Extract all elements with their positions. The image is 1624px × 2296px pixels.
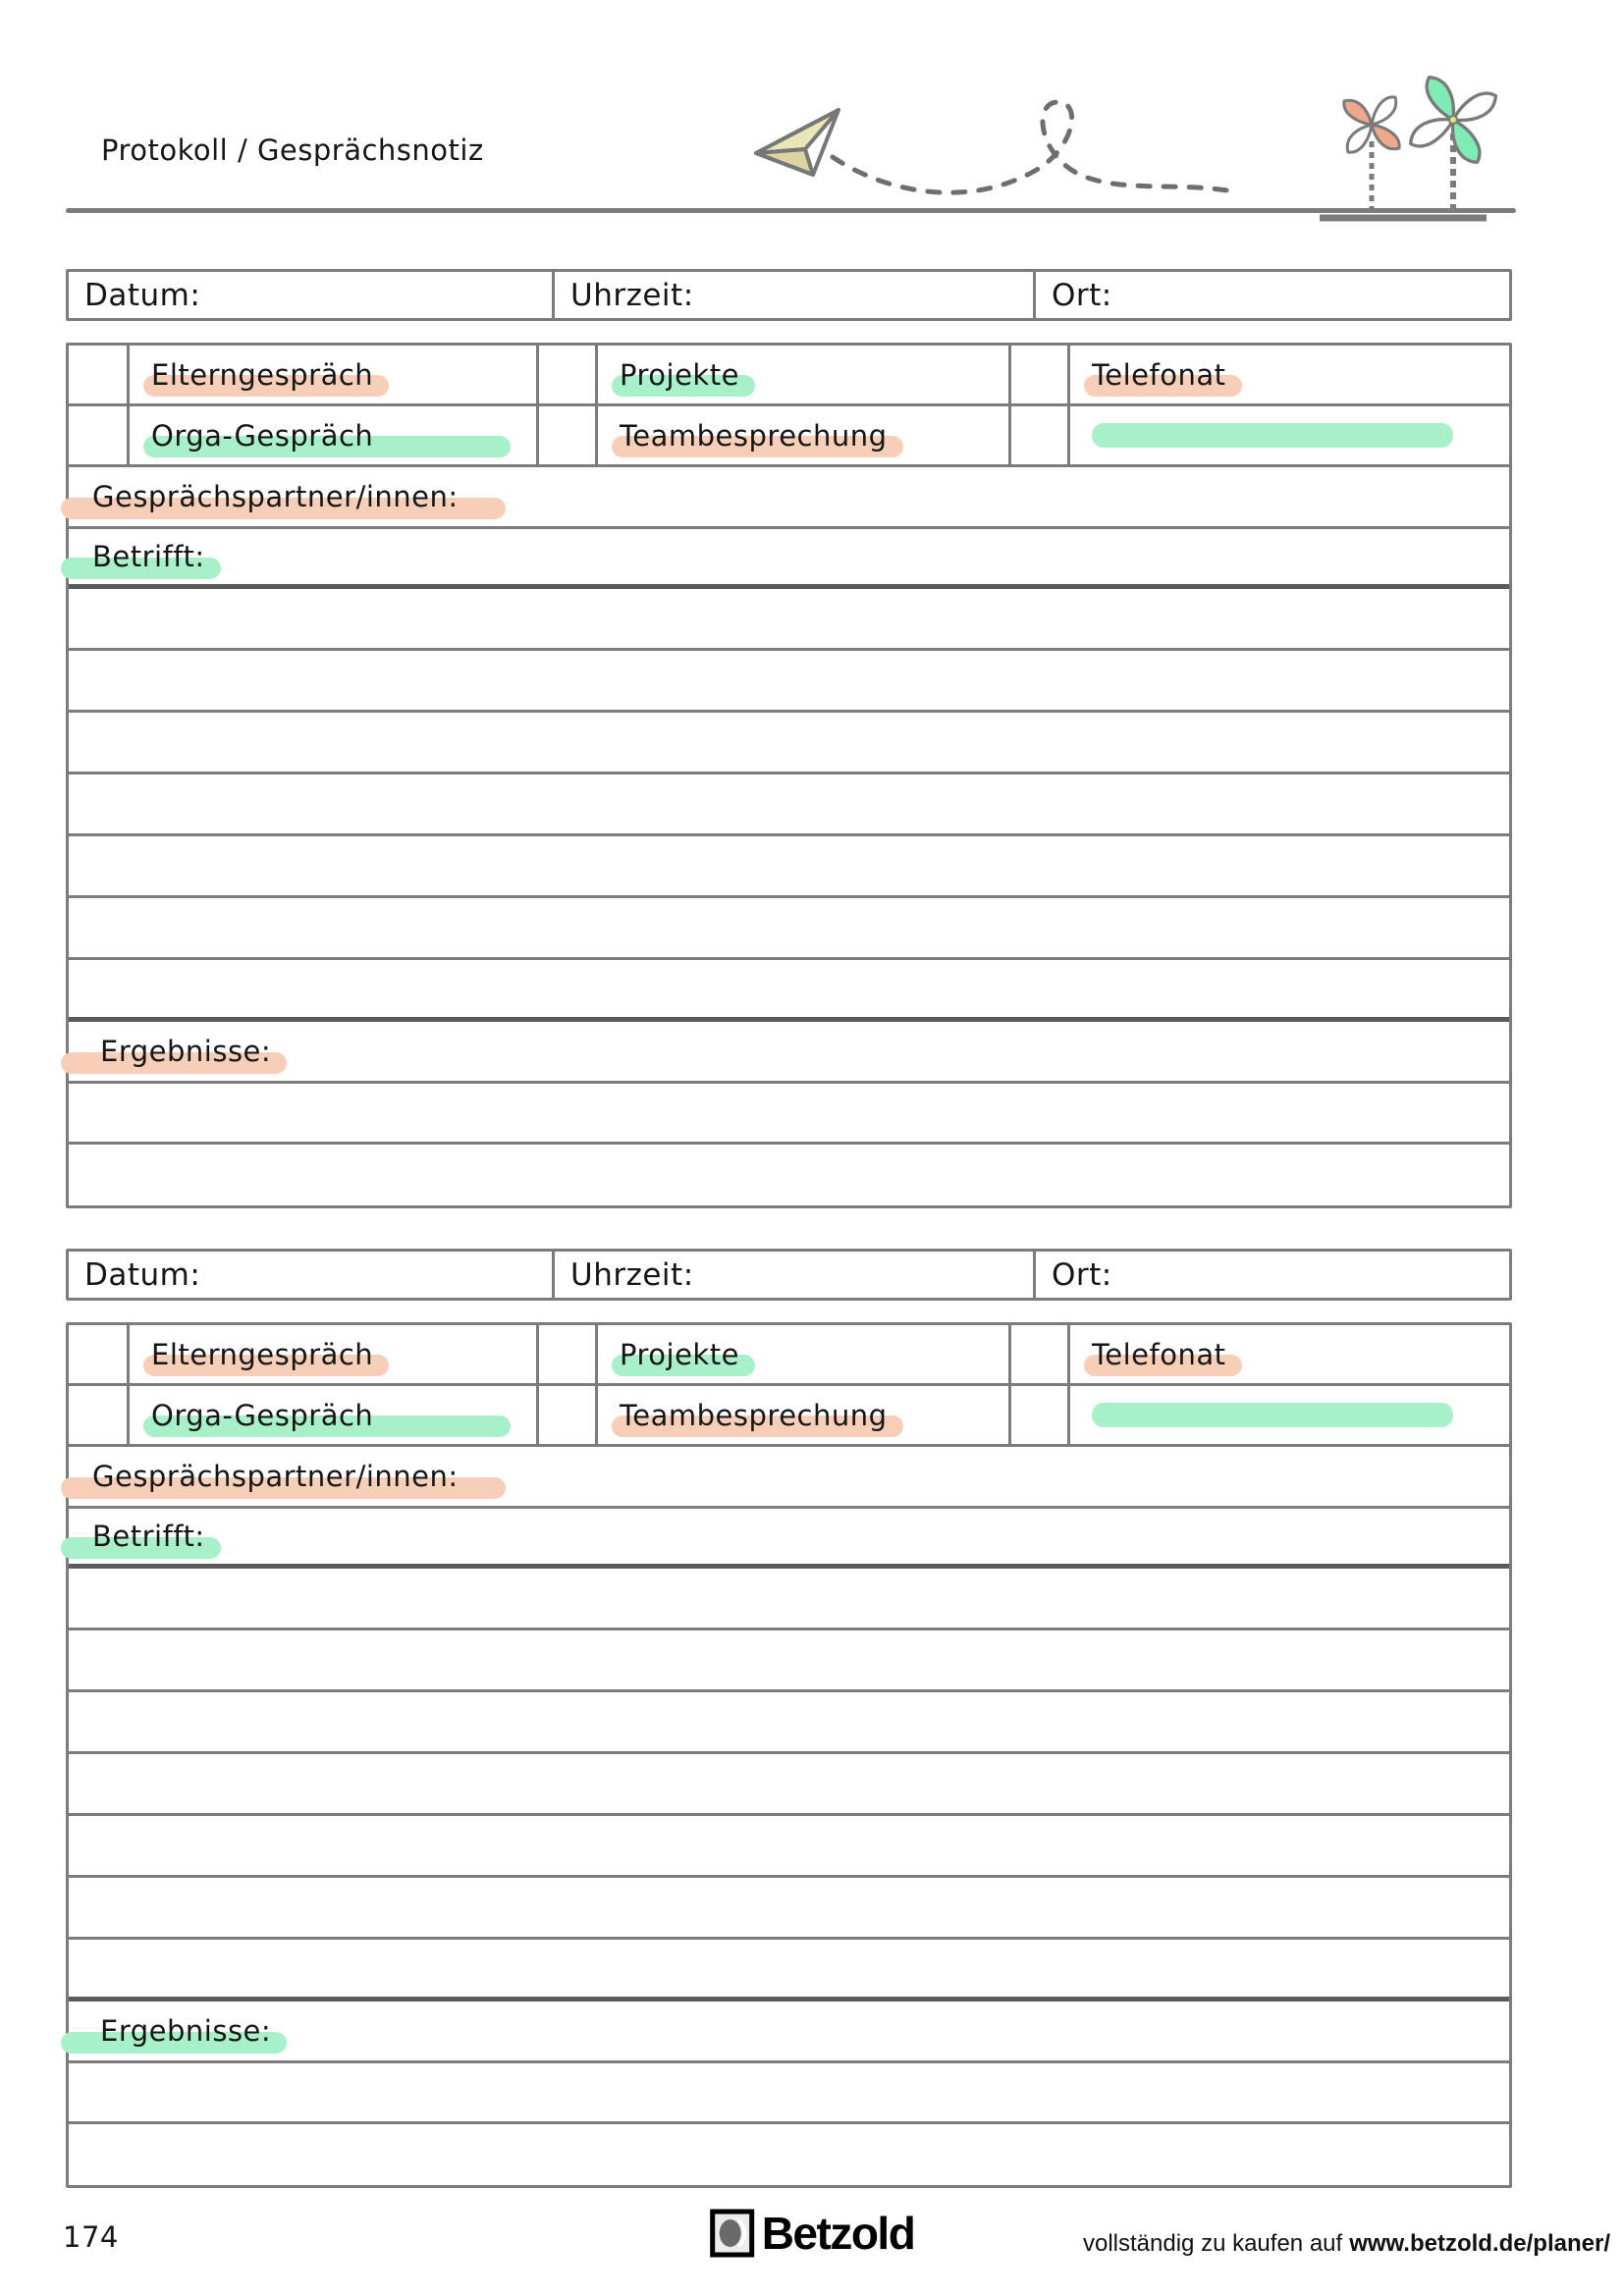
checkbox-custom-option[interactable] bbox=[1011, 406, 1070, 464]
subject-field[interactable] bbox=[69, 529, 1509, 589]
results-label: Ergebnisse: bbox=[69, 2014, 271, 2048]
partners-label: Gesprächspartner/innen: bbox=[69, 480, 459, 513]
footer-note-text: vollständig zu kaufen auf bbox=[1083, 2230, 1343, 2257]
note-line[interactable] bbox=[69, 898, 1509, 960]
time-label: Uhrzeit: bbox=[570, 1256, 694, 1293]
option-label-orga-gespraech: Orga-Gespräch bbox=[130, 406, 539, 464]
form-body bbox=[66, 1322, 1512, 2188]
time-field[interactable] bbox=[555, 1252, 1036, 1298]
option-label-elterngespraech: Elterngespräch bbox=[130, 1325, 539, 1383]
form-body bbox=[66, 343, 1512, 1208]
option-label-telefonat: Telefonat bbox=[1092, 357, 1226, 392]
pinwheel-icons bbox=[1316, 69, 1518, 230]
option-row-1 bbox=[69, 1325, 1509, 1386]
partners-label: Gesprächspartner/innen: bbox=[69, 1460, 459, 1493]
pinwheel-small-icon bbox=[1344, 97, 1399, 216]
note-line[interactable] bbox=[69, 960, 1509, 1022]
option-row-2 bbox=[69, 406, 1509, 467]
protocol-form-2 bbox=[66, 1249, 1512, 2188]
blank-highlight-bar bbox=[1092, 423, 1453, 448]
partners-field[interactable] bbox=[69, 467, 1509, 529]
results-line[interactable] bbox=[69, 2063, 1509, 2124]
results-field[interactable] bbox=[69, 1022, 1509, 1084]
blank-highlight-bar bbox=[1092, 1403, 1453, 1427]
checkbox-elterngespraech[interactable] bbox=[69, 346, 130, 403]
date-field[interactable] bbox=[69, 1252, 555, 1298]
time-label: Uhrzeit: bbox=[570, 277, 694, 313]
checkbox-elterngespraech[interactable] bbox=[69, 1325, 130, 1383]
note-line[interactable] bbox=[69, 774, 1509, 836]
results-label: Ergebnisse: bbox=[69, 1035, 271, 1068]
note-line[interactable] bbox=[69, 1754, 1509, 1816]
option-label-telefonat: Telefonat bbox=[1092, 1337, 1226, 1371]
checkbox-projekte[interactable] bbox=[539, 1325, 598, 1383]
pinwheel-large-icon bbox=[1405, 72, 1500, 216]
note-line[interactable] bbox=[69, 1878, 1509, 1940]
option-row-2 bbox=[69, 1386, 1509, 1447]
checkbox-orga-gespraech[interactable] bbox=[69, 406, 130, 464]
brand-name: Betzold bbox=[761, 2208, 915, 2259]
subject-label: Betrifft: bbox=[69, 1520, 205, 1553]
option-label-projekte: Projekte bbox=[598, 346, 1011, 403]
checkbox-telefonat[interactable] bbox=[1011, 1325, 1070, 1383]
note-line[interactable] bbox=[69, 589, 1509, 651]
custom-option-field[interactable] bbox=[1070, 1386, 1509, 1444]
results-line[interactable] bbox=[69, 2124, 1509, 2185]
partners-field[interactable] bbox=[69, 1447, 1509, 1509]
results-line[interactable] bbox=[69, 1145, 1509, 1205]
date-label: Datum: bbox=[84, 277, 201, 313]
option-label-projekte: Projekte bbox=[598, 1325, 1011, 1383]
footer-note bbox=[1083, 2230, 1610, 2258]
note-line[interactable] bbox=[69, 836, 1509, 898]
brand-logo bbox=[710, 2207, 915, 2260]
place-field[interactable] bbox=[1036, 1252, 1509, 1298]
footer-note-url: www.betzold.de/planer/ bbox=[1349, 2230, 1610, 2257]
subject-label: Betrifft: bbox=[69, 540, 205, 573]
option-label-teambesprechung: Teambesprechung bbox=[598, 406, 1011, 464]
protocol-form-1 bbox=[66, 269, 1512, 1208]
note-line[interactable] bbox=[69, 713, 1509, 774]
results-field[interactable] bbox=[69, 2002, 1509, 2063]
checkbox-projekte[interactable] bbox=[539, 346, 598, 403]
subject-field[interactable] bbox=[69, 1509, 1509, 1569]
place-label: Ort: bbox=[1052, 1256, 1112, 1293]
option-label-orga-gespraech: Orga-Gespräch bbox=[130, 1386, 539, 1444]
checkbox-teambesprechung[interactable] bbox=[539, 406, 598, 464]
note-line[interactable] bbox=[69, 1940, 1509, 2002]
note-line[interactable] bbox=[69, 1692, 1509, 1754]
checkbox-custom-option[interactable] bbox=[1011, 1386, 1070, 1444]
flight-path-doodle bbox=[823, 86, 1239, 236]
place-field[interactable] bbox=[1036, 272, 1509, 318]
page-title: Protokoll / Gesprächsnotiz bbox=[101, 133, 484, 167]
note-line[interactable] bbox=[69, 1569, 1509, 1630]
meta-row bbox=[66, 1249, 1512, 1301]
custom-option-field[interactable] bbox=[1070, 406, 1509, 464]
checkbox-teambesprechung[interactable] bbox=[539, 1386, 598, 1444]
note-line[interactable] bbox=[69, 1630, 1509, 1692]
meta-row bbox=[66, 269, 1512, 321]
checkbox-telefonat[interactable] bbox=[1011, 346, 1070, 403]
time-field[interactable] bbox=[555, 272, 1036, 318]
date-label: Datum: bbox=[84, 1256, 201, 1293]
option-label-elterngespraech: Elterngespräch bbox=[130, 346, 539, 403]
note-line[interactable] bbox=[69, 1816, 1509, 1878]
betzold-logo-icon bbox=[710, 2209, 755, 2258]
option-label-teambesprechung: Teambesprechung bbox=[598, 1386, 1011, 1444]
results-line[interactable] bbox=[69, 1084, 1509, 1145]
option-row-1 bbox=[69, 346, 1509, 406]
date-field[interactable] bbox=[69, 272, 555, 318]
place-label: Ort: bbox=[1052, 277, 1112, 313]
checkbox-orga-gespraech[interactable] bbox=[69, 1386, 130, 1444]
page-number: 174 bbox=[63, 2220, 119, 2254]
title-divider bbox=[66, 208, 1516, 213]
note-line[interactable] bbox=[69, 651, 1509, 713]
